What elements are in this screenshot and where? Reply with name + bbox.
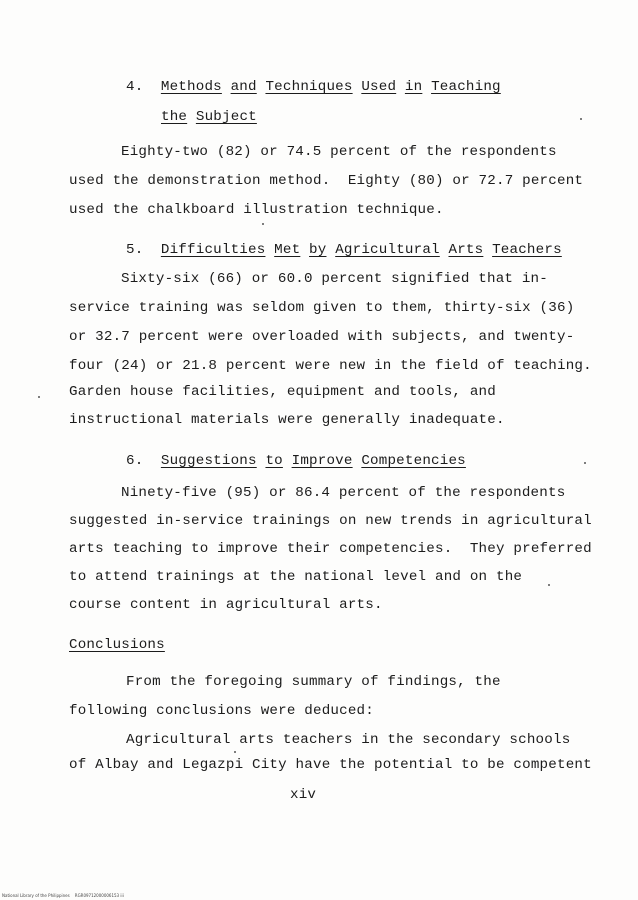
scan-speck [234,751,236,753]
scan-speck [584,462,586,464]
scan-speck [580,118,582,120]
heading-word: and [230,79,257,95]
section-5-line: service training was seldom given to them, thirty-six (36) [69,300,575,316]
section-4-heading-line-2 [161,108,257,126]
section-4-line: used the demonstration method. Eighty (80) or 72.7 percent [69,173,584,189]
heading-word: to [265,453,283,469]
heading-word: Improve [291,453,353,469]
heading-word: Methods [160,79,222,95]
section-6-line: arts teaching to improve their competencies. They preferred [69,541,592,557]
heading-word: Agricultural [335,242,440,258]
conclusions-line: of Albay and Legazpi City have the potential to be competent [69,757,592,773]
heading-word: in [404,79,423,95]
heading-word: Met [274,242,301,258]
section-5-line: Sixty-six (66) or 60.0 percent signified that in- [121,271,548,287]
heading-word: Subject [195,109,257,125]
section-5-line: four (24) or 21.8 percent were new in the field of teaching. [69,358,592,374]
section-6-line: suggested in-service trainings on new trends in agricultural [69,513,592,529]
conclusions-heading: Conclusions [69,637,165,653]
section-4-line: Eighty-two (82) or 74.5 percent of the respondents [121,144,557,160]
heading-word: Difficulties [160,242,266,258]
section-6-heading [126,452,466,470]
conclusions-line: Agricultural arts teachers in the secondary schools [126,732,571,748]
section-5-heading [126,241,562,259]
heading-word: Suggestions [160,453,257,469]
section-5-line: Garden house facilities, equipment and tools, and [69,384,496,400]
section-5-number: 5. [126,242,144,258]
page-number: xiv [290,787,317,803]
section-6-number: 6. [126,453,144,469]
section-6-line: course content in agricultural arts. [69,597,383,613]
heading-word: Techniques [265,79,353,95]
heading-word: by [309,242,327,258]
scan-speck [262,223,264,225]
library-footer: National Library of the Philippines RGR09712000006153 iii [2,893,124,898]
heading-word: Used [361,79,397,95]
scan-speck [38,396,40,398]
heading-word: Competencies [361,453,466,469]
section-5-line: or 32.7 percent were overloaded with subjects, and twenty- [69,329,575,345]
conclusions-line: following conclusions were deduced: [69,703,374,719]
heading-word: Teaching [431,79,501,95]
conclusions-line: From the foregoing summary of findings, the [126,674,501,690]
heading-word: Arts [448,242,484,258]
section-4-number: 4. [126,79,144,95]
section-5-line: instructional materials were generally inadequate. [69,412,505,428]
heading-word: Teachers [492,242,562,258]
scan-speck [548,584,550,586]
heading-word: the [161,109,188,125]
section-4-heading-line-1 [126,78,501,96]
section-6-line: Ninety-five (95) or 86.4 percent of the respondents [121,485,566,501]
section-4-line: used the chalkboard illustration technique. [69,202,444,218]
section-6-line: to attend trainings at the national level and on the [69,569,523,585]
